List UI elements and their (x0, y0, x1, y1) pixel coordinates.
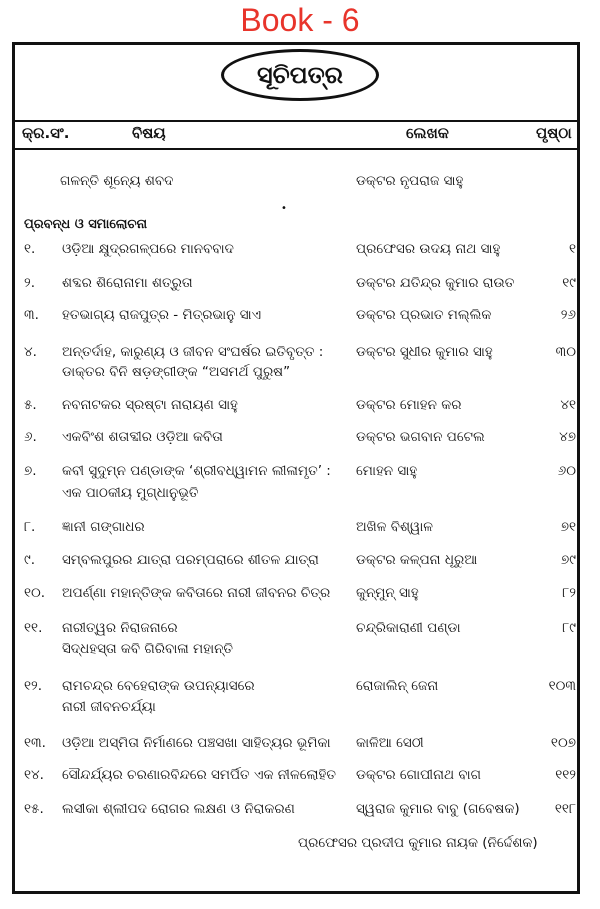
entry-title-line2: ସିଦ୍ଧହସ୍ତା କବି ଗିରିବାଳା ମହାନ୍ତି (62, 641, 234, 657)
entry-page: ୨୬ (560, 307, 576, 323)
entry-number: ୧୧. (24, 620, 43, 636)
entry-author: ପ୍ରଫେସର ଉଦୟ ନାଥ ସାହୁ (356, 241, 501, 257)
entry-number: ୯. (24, 552, 36, 568)
entry-title: ଓଡ଼ିଆ ଅସ୍ମିତା ନିର୍ମାଣରେ ପଞ୍ଚସଖା ସାହିତ୍ୟର ଭୂମିକା (62, 735, 331, 751)
entry-page: ୪୧ (560, 397, 576, 413)
intro-title: ଗଳନ୍ତି ଶୂନ୍ୟେ ଶବଦ (60, 173, 174, 189)
entry-title-line2: ଡାକ୍ତର ବିନି ଷଡ଼ଙ୍ଗୀଙ୍କ “ଅସମର୍ଥ ପୁରୁଷ” (62, 364, 291, 380)
entry-title: ଅନ୍ତର୍ଦାହ, କାରୁଣ୍ୟ ଓ ଜୀବନ ସଂଘର୍ଷର ଇତିବୃତ୍ତ : (62, 344, 324, 360)
entry-number: ୧୫. (24, 801, 44, 817)
entry-page: ୮୨ (562, 585, 576, 601)
entry-page: ୧ (568, 241, 576, 257)
header-top-rule (14, 120, 578, 122)
entry-author: ଡକ୍ଟର ଯତିନ୍ଦ୍ର କୁମାର ରାଉତ (356, 275, 515, 291)
entry-author: ମୋହନ ସାହୁ (356, 463, 418, 479)
section-heading: ପ୍ରବନ୍ଧ ଓ ସମାଲୋଚନା (24, 217, 148, 232)
entry-page: ୩୦ (555, 344, 576, 360)
page-title: ସୂଚିପତ୍ର (221, 49, 379, 101)
header-bottom-rule (14, 148, 578, 150)
entry-title: ସମ୍ବଲପୁରର ଯାତ୍ରା ପରମ୍ପରାରେ ଶୀତଳ ଯାତ୍ରା (62, 552, 319, 568)
entry-author: ସ୍ୱରାଜ କୁମାର ବାବୁ (ଗବେଷକ) (356, 801, 520, 817)
entry-page: ୭୯ (561, 552, 576, 568)
entry-author: ଡକ୍ଟର ଗୋପୀନାଥ ବାଗ (356, 767, 482, 783)
entry-author: ଚନ୍ଦ୍ରିକାରାଣୀ ପଣ୍ଡା (356, 620, 461, 636)
entry-number: ୧. (24, 241, 36, 257)
intro-author: ଡକ୍ଟର ନୃପରାଜ ସାହୁ (356, 173, 464, 189)
supervisor-credit: ପ୍ରଫେସର ପ୍ରଦୀପ କୁମାର ନାୟକ (ନିର୍ଦ୍ଦେଶକ) (298, 835, 538, 851)
entry-number: ୧୦. (24, 585, 46, 601)
header-author: ଲେଖକ (406, 124, 449, 142)
entry-number: ୬. (24, 429, 37, 445)
entry-page: ୧୧୨ (555, 767, 576, 783)
entry-number: ୧୨. (24, 678, 43, 694)
entry-page: ୭୧ (560, 519, 576, 535)
entry-title-line2: ଏକ ପାଠକୀୟ ମୁଗ୍ଧାନୁଭୂତି (62, 485, 199, 501)
entry-number: ୫. (24, 397, 37, 413)
entry-number: ୮. (24, 519, 36, 535)
entry-title-line2: ନାରୀ ଜୀବନଚର୍ଯ୍ୟା (62, 699, 156, 715)
entry-page: ୧୦୩ (548, 678, 576, 694)
entry-title: ଅପର୍ଣ୍ଣା ମହାନ୍ତିଙ୍କ କବିତାରେ ନାରୀ ଜୀବନର ଚିତ୍ର (62, 585, 331, 601)
entry-page: ୧୦୭ (550, 735, 576, 751)
entry-author: କୁନ୍‌ମୁନ୍ ସାହୁ (356, 585, 419, 601)
entry-author: ଡକ୍ଟର ସୁଧୀର କୁମାର ସାହୁ (356, 344, 493, 360)
entry-title: ଏକବିଂଶ ଶତାବ୍ଦୀର ଓଡ଼ିଆ କବିତା (62, 429, 223, 445)
header-serial: କ୍ର.ସଂ. (22, 124, 70, 142)
entry-title: ହତଭାଗ୍ୟ ରାଜପୁତ୍ର - ମିତ୍ରଭାନୁ ସାଏ (62, 307, 262, 323)
book-label: Book - 6 (240, 2, 360, 38)
separator-dot: • (281, 203, 287, 214)
entry-page: ୧୧୮ (554, 801, 576, 817)
entry-title: ନବନାଟକର ସ୍ରଷ୍ଟା ନାରାୟଣ ସାହୁ (62, 397, 238, 413)
entry-author: ଡକ୍ଟର ମୋହନ କର (356, 397, 462, 413)
entry-title: ଜ୍ଞାନୀ ଗଙ୍ଗାଧର (62, 519, 145, 535)
entry-number: ୭. (24, 463, 37, 479)
entry-number: ୧୩. (24, 735, 46, 751)
entry-author: କାଳିଆ ସେଠୀ (356, 735, 424, 751)
entry-title: କବୀ ସୁଦୁମ୍ନ ପଣ୍ଡାଙ୍କ ‘ଶ୍ରୀବଧ୍ୱାମନ ଲୀଳାମୃତ’ : (62, 463, 331, 479)
entry-author: ଡକ୍ଟର ଭଗବାନ ପଟେଲ (356, 429, 485, 445)
entry-author: ଡକ୍ଟର କଳ୍ପନା ଧୂରୁଆ (356, 552, 478, 568)
entry-title: ଓଡ଼ିଆ କ୍ଷୁଦ୍ରଗଳ୍ପରେ ମାନବବାଦ (62, 241, 234, 257)
entry-page: ୮୯ (562, 620, 576, 636)
entry-title: ରାମଚନ୍ଦ୍ର ବେହେରାଙ୍କ ଉପନ୍ୟାସରେ (62, 678, 255, 694)
entry-number: ୧୪. (24, 767, 44, 783)
entry-author: ରୋଜାଲିନ୍ ଜେନା (356, 678, 439, 694)
entry-number: ୪. (24, 344, 37, 360)
entry-number: ୨. (24, 275, 36, 291)
entry-title: ସୌନ୍ଦର୍ଯ୍ୟର ଚରଣାରବିନ୍ଦରେ ସମର୍ପିତ ଏକ ନୀଳଲୋହିତ (62, 767, 336, 783)
entry-number: ୩. (24, 307, 39, 323)
entry-title: ଲସୀକା ଶ୍ଲୀପଦ ରୋଗର ଲକ୍ଷଣ ଓ ନିରାକରଣ (62, 801, 295, 817)
entry-page: ୬୦ (557, 463, 576, 479)
entry-author: ଅଖିଳ ବିଶ୍ୱାଳ (356, 519, 434, 535)
entry-author: ଡକ୍ଟର ପ୍ରଭାତ ମଲ୍ଲିକ (356, 307, 492, 323)
entry-page: ୪୭ (559, 429, 576, 445)
entry-title: ନାରୀତ୍ୱର ନିରାଜନାରେ (62, 620, 178, 636)
header-subject: ବିଷୟ (132, 124, 166, 142)
entry-page: ୧୯ (562, 275, 576, 291)
entry-title: ଶବ୍ଦର ଶିରୋନାମା ଶତ୍ରୁତା (62, 275, 193, 291)
header-page: ପୃଷ୍ଠା (536, 124, 572, 142)
